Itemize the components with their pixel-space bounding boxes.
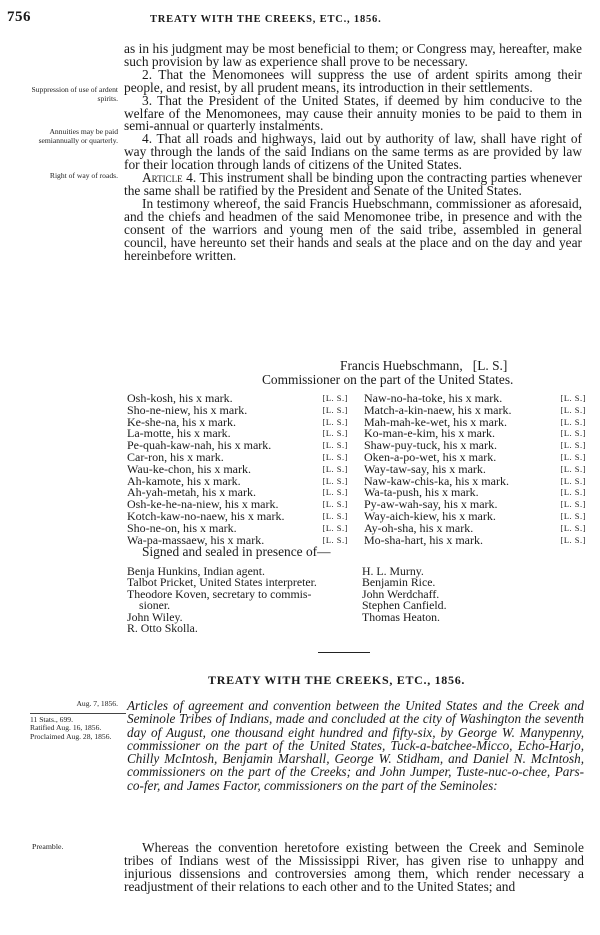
witness-line: H. L. Murny.	[362, 564, 424, 578]
signatory-name: Oken-a-po-wet, his x mark.	[364, 449, 497, 464]
section-title: TREATY WITH THE CREEKS, ETC., 1856.	[208, 673, 466, 687]
seal-mark: [L. S.]	[322, 499, 348, 510]
margin-note-stats: 11 Stats., 699.	[30, 715, 73, 724]
signatory-name: Pe-quah-kaw-nah, his x mark.	[127, 438, 272, 453]
margin-note-divider	[30, 713, 126, 714]
signatures-right-column	[364, 393, 586, 546]
margin-note-ratified: Ratified Aug. 16, 1856.	[30, 723, 102, 733]
margin-note-proclaimed: Proclaimed Aug. 28, 1856.	[30, 731, 112, 741]
treaty-introduction: Articles of agreement and convention between the United States and the Creek and Seminole Tribes of Indians, made and concluded at the city of Washington the seventh day of August, one thousand eight hundred and fifty-six, by George W. Manypenny, commissioner on the part of the United States, Tuck-a-batchee-Micco, Echo-Harjo, Chilly McIntosh, Benjamin Marshall, George W. Stidham, and Daniel N. McIntosh, commissioners on the part of the Creeks; and John Jumper, Tuste-nuc-o-chee, Pars-co-fer, and James Factor, commissioners on the part of the Seminoles:	[127, 698, 584, 793]
signatory-name: Py-aw-wah-say, his x mark.	[364, 497, 498, 512]
witness-line: Benja Hunkins, Indian agent.	[127, 564, 265, 578]
seal-mark: [L. S.]	[560, 534, 586, 545]
margin-note-suppression: Suppression of use of ardent spirits.	[31, 85, 118, 103]
signatory-name: Way-aich-kiew, his x mark.	[364, 508, 496, 523]
signatory-name: Ke-she-na, his x mark.	[127, 414, 236, 429]
signatory-name: Mo-sha-hart, his x mark.	[364, 532, 483, 547]
signatory-name: Way-taw-say, his x mark.	[364, 461, 486, 476]
signatory-name: Wau-ke-chon, his x mark.	[127, 461, 251, 476]
signatory-name: Sho-ne-niew, his x mark.	[127, 402, 248, 417]
commissioner-title: Commissioner on the part of the United States.	[262, 372, 514, 387]
margin-note-date: Aug. 7, 1856.	[76, 699, 118, 708]
seal-mark: [L. S.]	[322, 416, 348, 427]
seal-mark: [L. S.]	[322, 522, 348, 533]
witness-line: John Werdchaff.	[362, 586, 440, 601]
signatory-name: Naw-no-ha-toke, his x mark.	[364, 391, 503, 405]
witness-line: Benjamin Rice.	[362, 575, 436, 590]
seal-mark: [L. S.]	[322, 428, 348, 439]
margin-note-right-of-way: Right of way of roads.	[49, 171, 118, 180]
seal-mark: [L. S.]	[322, 404, 348, 415]
seal-mark: [L. S.]	[322, 475, 348, 486]
seal-mark: [L. S.]	[560, 510, 586, 521]
section-divider	[318, 652, 370, 653]
witness-line: R. Otto Skolla.	[127, 621, 198, 636]
signatory-name: Match-a-kin-naew, his x mark.	[364, 402, 512, 417]
seal-mark: [L. S.]	[322, 440, 348, 451]
paragraph-article-4: 4. That all roads and highways, laid out by authority of law, shall have right of way through the lands of the said Indians on the same terms as are provided by law for their location through lands of citizens of the United States.	[124, 131, 582, 173]
paragraph-continuation: as in his judgment may be most beneficial to them; or Congress may, hereafter, make such provision by law as experience shall prove to be necessary.	[124, 41, 582, 69]
witness-line: Thomas Heaton.	[362, 609, 440, 624]
seal-mark: [L. S.]	[560, 499, 586, 510]
witnesses-right-column	[362, 566, 447, 623]
signatures-left-column	[127, 393, 348, 546]
witness-line: sioner.	[139, 598, 171, 613]
signatory-name: Wa-ta-push, his x mark.	[364, 485, 479, 500]
seal-mark: [L. S.]	[560, 451, 586, 462]
margin-note-preamble: Preamble.	[32, 842, 64, 851]
article-4-label: Article 4.	[142, 170, 197, 186]
seal-mark: [L. S.]	[560, 475, 586, 486]
signature-row	[364, 532, 586, 547]
witnesses-left-column	[127, 566, 317, 634]
seal-mark: [L. S.]	[560, 487, 586, 498]
margin-note-stats-block	[30, 716, 126, 741]
witness-heading: Signed and sealed in presence of—	[142, 544, 331, 559]
signatory-name: Shaw-puy-tuck, his x mark.	[364, 438, 497, 453]
paragraph-article-3: 3. That the President of the United States, if deemed by him conducive to the welfare of the Menomonees, may cause their annuity monies to be paid to them in semi-annual or quarterly instalments.	[124, 92, 582, 134]
seal-mark: [L. S.]	[560, 428, 586, 439]
paragraph-article-2: 2. That the Menomonees will suppress the use of ardent spirits among their people, and resist, by all prudent means, its introduction in their settlements.	[124, 66, 582, 95]
seal-mark: [L. S.]	[560, 393, 586, 403]
signatory-name: Mah-mah-ke-wet, his x mark.	[364, 414, 507, 429]
running-title: TREATY WITH THE CREEKS, ETC., 1856.	[150, 14, 382, 25]
signatory-name: Ah-yah-metah, his x mark.	[127, 485, 256, 500]
signatory-name: Osh-ke-he-na-niew, his x mark.	[127, 497, 279, 512]
seal-mark: [L. S.]	[560, 404, 586, 415]
treaty-body-upper	[124, 43, 582, 262]
seal-mark: [L. S.]	[560, 416, 586, 427]
signatory-name: Ah-kamote, his x mark.	[127, 473, 241, 488]
seal-mark: [L. S.]	[322, 463, 348, 474]
signatory-name: Kotch-kaw-no-naew, his x mark.	[127, 508, 285, 523]
seal-mark: [L. S.]	[560, 522, 586, 533]
signatory-name: La-motte, his x mark.	[127, 426, 231, 441]
page-number: 756	[7, 9, 31, 25]
witness-line: Stephen Canfield.	[362, 598, 447, 613]
article-4-text: This instrument shall be binding upon the contracting parties whenever the same shall be ratified by the President and Senate of the United States.	[124, 170, 582, 198]
witness-line: John Wiley.	[127, 609, 183, 624]
commissioner-name: Francis Huebschmann, [L. S.]	[340, 358, 508, 373]
seal-mark: [L. S.]	[322, 393, 348, 403]
signatory-name: Sho-ne-on, his x mark.	[127, 520, 237, 535]
witness-line: Talbot Pricket, United States interpreter.	[127, 575, 317, 590]
paragraph-testimony: In testimony whereof, the said Francis Huebschmann, commissioner as aforesaid, and the chiefs and headmen of the said Menomonee tribe, in presence and with the consent of the warriors and young men of the said tribe, assembled in general council, have hereunto set their hands and seals at the place and on the day and year hereinbefore written.	[124, 195, 582, 263]
signatory-name: Naw-kaw-chis-ka, his x mark.	[364, 473, 509, 488]
seal-mark: [L. S.]	[322, 534, 348, 545]
signatory-name: Ay-oh-sha, his x mark.	[364, 520, 474, 535]
margin-note-annuities: Annuities may be paid semiannually or quarterly.	[38, 127, 118, 145]
seal-mark: [L. S.]	[322, 510, 348, 521]
seal-mark: [L. S.]	[322, 487, 348, 498]
seal-mark: [L. S.]	[560, 463, 586, 474]
paragraph-article-4-binding	[124, 172, 582, 198]
signatory-name: Wa-pa-massaew, his x mark.	[127, 532, 265, 547]
signatory-name: Osh-kosh, his x mark.	[127, 391, 233, 405]
signatory-name: Ko-man-e-kim, his x mark.	[364, 426, 495, 441]
seal-mark: [L. S.]	[322, 451, 348, 462]
preamble-text-block	[124, 842, 584, 894]
preamble-paragraph: Whereas the convention heretofore existing between the Creek and Seminole tribes of Indians west of the Mississippi River, has given rise to unhappy and injurious dissensions and controversies among them, which render necessary a readjustment of their relations to each other and to the United States; and	[124, 840, 584, 894]
seal-mark: [L. S.]	[560, 440, 586, 451]
witness-line: Theodore Koven, secretary to commis-	[127, 586, 312, 601]
signatory-name: Car-ron, his x mark.	[127, 449, 224, 464]
